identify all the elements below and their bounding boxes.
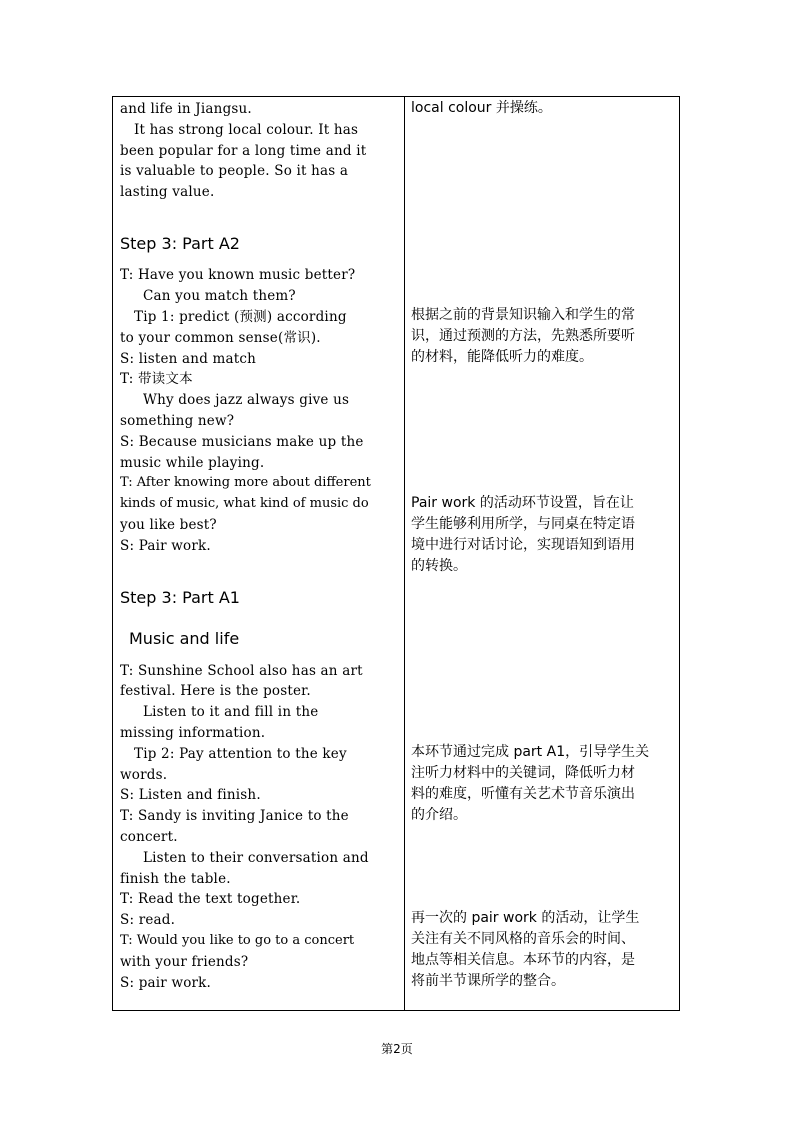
music-and-life-heading: Music and life [129, 629, 240, 648]
procedure-line: Listen to it and fill in the [143, 704, 319, 720]
procedure-line: S: listen and match [120, 351, 257, 367]
procedure-line: T: After knowing more about different [120, 475, 371, 490]
step-heading-part-a2: Step 3: Part A2 [120, 234, 240, 253]
procedure-line: T: 带读文本 [120, 371, 193, 387]
procedure-line: S: Listen and finish. [120, 787, 261, 803]
procedure-line: T: Would you like to go to a concert [120, 933, 355, 948]
design-note-line: 料的难度，听懂有关艺术节音乐演出 [411, 786, 635, 802]
column-divider [404, 97, 405, 1010]
procedure-line: S: pair work. [120, 975, 212, 991]
procedure-line: S: read. [120, 912, 176, 928]
design-note-line: 识，通过预测的方法，先熟悉所要听 [411, 328, 635, 344]
procedure-line: Why does jazz always give us [143, 392, 350, 408]
procedure-line: Listen to their conversation and [143, 850, 369, 866]
lesson-plan-table [112, 96, 680, 1011]
procedure-line: with your friends? [120, 954, 249, 970]
procedure-line: concert. [120, 829, 178, 845]
design-note-line: 关注有关不同风格的音乐会的时间、 [411, 931, 635, 947]
procedure-line: Tip 1: predict (预测) according [134, 309, 347, 325]
design-note: local colour 并操练。 [411, 100, 552, 116]
design-note-line: 本环节通过完成 part A1，引导学生关 [411, 744, 650, 760]
procedure-line: S: Because musicians make up the [120, 434, 364, 450]
design-note-line: 地点等相关信息。本环节的内容，是 [411, 952, 635, 968]
intro-line: It has strong local colour. It has [134, 122, 359, 138]
procedure-line: kinds of music, what kind of music do [120, 496, 369, 511]
procedure-line: you like best? [120, 517, 217, 533]
design-note-line: 的介绍。 [411, 807, 467, 823]
procedure-line: Can you match them? [143, 288, 296, 304]
design-note-line: 的转换。 [411, 558, 467, 574]
procedure-line: words. [120, 767, 168, 783]
design-note-line: 再一次的 pair work 的活动，让学生 [411, 910, 640, 926]
procedure-line: Tip 2: Pay attention to the key [134, 746, 347, 762]
intro-line: lasting value. [120, 184, 215, 200]
intro-line: and life in Jiangsu. [120, 101, 252, 117]
procedure-line: to your common sense(常识). [120, 330, 321, 346]
procedure-line: music while playing. [120, 455, 265, 471]
design-note-line: 将前半节课所学的整合。 [411, 973, 565, 989]
procedure-line: T: Have you known music better? [120, 267, 356, 283]
intro-line: is valuable to people. So it has a [120, 163, 349, 179]
procedure-line: finish the table. [120, 871, 231, 887]
design-note-line: 根据之前的背景知识输入和学生的常 [411, 307, 635, 323]
procedure-line: T: Read the text together. [120, 891, 301, 907]
procedure-line: missing information. [120, 725, 266, 741]
design-note-line: Pair work 的活动环节设置，旨在让 [411, 495, 634, 511]
intro-line: been popular for a long time and it [120, 143, 367, 159]
design-note-line: 境中进行对话讨论，实现语知到语用 [411, 537, 635, 553]
design-note-line: 学生能够利用所学，与同桌在特定语 [411, 516, 635, 532]
procedure-line: festival. Here is the poster. [120, 683, 311, 699]
procedure-line: something new? [120, 413, 235, 429]
design-note-line: 的材料，能降低听力的难度。 [411, 349, 593, 365]
page-number: 第2页 [381, 1042, 413, 1056]
design-note-line: 注听力材料中的关键词，降低听力材 [411, 765, 635, 781]
procedure-line: T: Sunshine School also has an art [120, 663, 363, 679]
step-heading-part-a1: Step 3: Part A1 [120, 588, 240, 607]
procedure-line: S: Pair work. [120, 538, 211, 554]
procedure-line: T: Sandy is inviting Janice to the [120, 808, 349, 824]
